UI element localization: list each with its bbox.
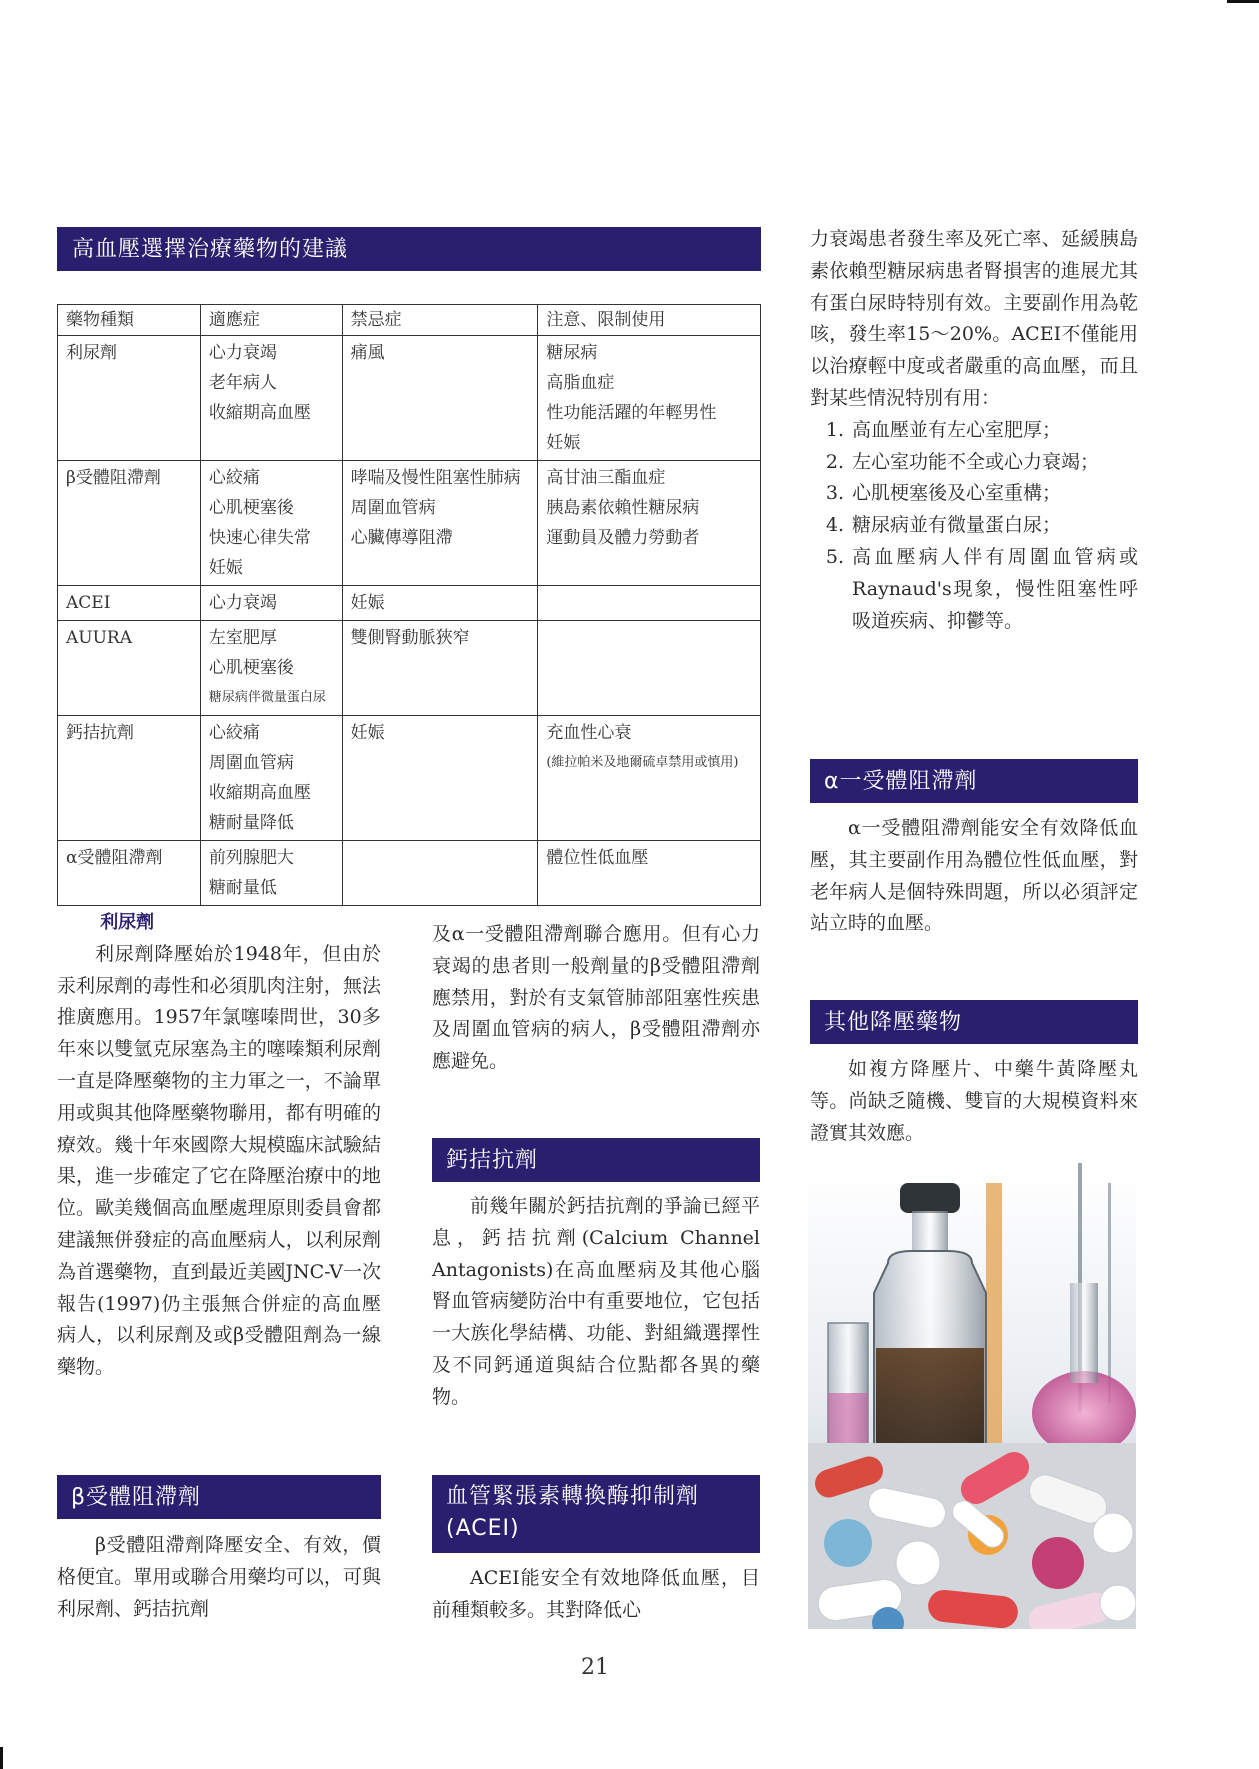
list-item-number: 3. (825, 482, 844, 505)
other-drugs-title: 其他降壓藥物 (810, 1000, 1138, 1044)
table-header-cell: 藥物種類 (58, 305, 201, 336)
cell-line: ACEI (66, 593, 111, 613)
drug-cell (58, 336, 201, 461)
alpha-blocker-section (810, 813, 1138, 940)
drug-cell (58, 461, 201, 586)
beta-continued-paragraph: 及α一受體阻滯劑聯合應用。但有心力衰竭的患者則一般劑量的β受體阻滯劑應禁用，對於有支氣管肺部阻塞性疾患及周圍血管病的病人，β受體阻滯劑亦應避免。 (432, 923, 760, 1073)
acei-paragraph: ACEI能安全有效地降低血壓，目前種類較多。其對降低心 (432, 1567, 760, 1621)
cell-line: 周圍血管病 (350, 498, 436, 518)
cell-line: 心肌梗塞後 (208, 498, 294, 518)
table-row (58, 716, 761, 841)
list-item-text: 左心室功能不全或心力衰竭； (852, 450, 1100, 473)
calcium-antagonist-section (432, 1191, 760, 1414)
cell-line: 鈣拮抗劑 (66, 723, 134, 743)
caution-cell (538, 586, 761, 621)
cell-line: 心絞痛 (208, 723, 260, 743)
column-2 (432, 919, 760, 1078)
list-item-text: 高血壓病人伴有周圍血管病或Raynaud's現象，慢性阻塞性呼吸道疾病、抑鬱等。 (852, 545, 1138, 632)
acei-section (432, 1563, 760, 1627)
cell-line: 糖尿病 (546, 343, 598, 363)
caution-cell (538, 716, 761, 841)
cell-line: 心絞痛 (208, 468, 260, 488)
table-body (58, 336, 761, 906)
cell-line: 老年病人 (208, 373, 277, 393)
contraindication-cell (342, 336, 538, 461)
column-1 (57, 907, 381, 1384)
list-item-number: 5. (825, 545, 844, 568)
cell-line: β受體阻滯劑 (66, 468, 161, 488)
cell-line: 性功能活躍的年輕男性 (546, 403, 717, 423)
cell-line: 利尿劑 (66, 343, 117, 363)
alpha-blocker-title: α一受體阻滯劑 (810, 759, 1138, 803)
acei-continued-paragraph: 力衰竭患者發生率及死亡率、延緩胰島素依賴型糖尿病患者腎損害的進展尤其有蛋白尿時特別有效。主要副作用為乾咳，發生率15～20%。ACEI不僅能用以治療輕中度或者嚴重的高血壓，而且對某些情況特別有用： (810, 228, 1138, 409)
caution-cell (538, 336, 761, 461)
cell-line: 運動員及體力勞動者 (546, 528, 700, 548)
cell-line: 雙側腎動脈狹窄 (350, 628, 470, 648)
indication-cell (200, 621, 342, 716)
table-header-cell: 適應症 (200, 305, 342, 336)
diuretics-subheading: 利尿劑 (100, 912, 155, 933)
list-item (810, 542, 1138, 637)
cell-line: 哮喘及慢性阻塞性肺病 (350, 468, 521, 488)
cell-line: 收縮期高血壓 (208, 783, 311, 803)
contraindication-cell (342, 586, 538, 621)
cell-line: 痛風 (350, 343, 385, 363)
other-drugs-paragraph: 如複方降壓片、中藥牛黃降壓丸等。尚缺乏隨機、雙盲的大規模資料來證實其效應。 (810, 1058, 1138, 1144)
contraindication-cell (342, 716, 538, 841)
cell-line: 妊娠 (350, 593, 385, 613)
contraindication-cell (342, 841, 538, 906)
cell-line: 心力衰竭 (208, 593, 277, 613)
cell-line: 收縮期高血壓 (208, 403, 311, 423)
table-row (58, 621, 761, 716)
cell-line: (維拉帕米及地爾硫卓禁用或慎用) (546, 755, 739, 770)
list-item-text: 糖尿病並有微量蛋白尿； (852, 514, 1062, 537)
list-item-number: 4. (825, 514, 844, 537)
calcium-antagonist-title: 鈣拮抗劑 (432, 1138, 760, 1182)
indication-cell (200, 841, 342, 906)
list-item-number: 1. (825, 418, 844, 441)
cell-line: 糖尿病伴微量蛋白尿 (208, 690, 326, 705)
cell-line: 心力衰竭 (208, 343, 277, 363)
alpha-blocker-paragraph: α一受體阻滯劑能安全有效降低血壓，其主要副作用為體位性低血壓，對老年病人是個特殊問題，所以必須評定站立時的血壓。 (810, 817, 1138, 935)
table-header-row (58, 305, 761, 336)
crop-mark-top (1227, 0, 1259, 3)
calcium-antagonist-paragraph: 前幾年關於鈣拮抗劑的爭論已經平息，鈣拮抗劑(Calcium Channel Antagonists)在高血壓病及其他心腦腎血管病變防治中有重要地位，它包括一大族化學結構、功能、對組織選擇性及不同鈣通道與結合位點都各異的藥物。 (432, 1195, 760, 1408)
cell-line: α受體阻滯劑 (66, 848, 163, 868)
cell-line: 高脂血症 (546, 373, 615, 393)
indication-cell (200, 461, 342, 586)
cell-line: 糖耐量低 (208, 878, 277, 898)
cell-line: 糖耐量降低 (208, 813, 294, 833)
acei-indication-list (810, 415, 1138, 638)
table-row (58, 841, 761, 906)
indication-cell (200, 716, 342, 841)
other-drugs-section (810, 1054, 1138, 1149)
column-3 (810, 224, 1138, 637)
cell-line: 快速心律失常 (208, 528, 311, 548)
table-row (58, 586, 761, 621)
crop-mark-left (0, 1747, 3, 1769)
list-item-number: 2. (825, 450, 844, 473)
table-header-cell: 注意、限制使用 (538, 305, 761, 336)
diuretics-paragraph: 利尿劑降壓始於1948年，但由於汞利尿劑的毒性和必須肌肉注射，無法推廣應用。1957年氯噻嗪問世，30多年來以雙氫克尿塞為主的噻嗪類利尿劑一直是降壓藥物的主力軍之一，不論單用或與其他降壓藥物聯用，都有明確的療效。幾十年來國際大規模臨床試驗結果，進一步確定了它在降壓治療中的地位。歐美幾個高血壓處理原則委員會都建議無併發症的高血壓病人，以利尿劑為首選藥物，直到最近美國JNC-V一次報告(1997)仍主張無合併症的高血壓病人，以利尿劑及或β受體阻劑為一線藥物。 (57, 942, 381, 1379)
table-header-cell: 禁忌症 (342, 305, 538, 336)
cell-line: 胰島素依賴性糖尿病 (546, 498, 700, 518)
caution-cell (538, 841, 761, 906)
list-item-text: 心肌梗塞後及心室重構； (852, 482, 1062, 505)
list-item (810, 415, 1138, 447)
list-item (810, 447, 1138, 479)
contraindication-cell (342, 461, 538, 586)
cell-line: 妊娠 (546, 433, 581, 453)
cell-line: 體位性低血壓 (546, 848, 649, 868)
indication-cell (200, 586, 342, 621)
cell-line: 妊娠 (208, 558, 243, 578)
cell-line: 前列腺肥大 (208, 848, 294, 868)
table-row (58, 336, 761, 461)
cell-line: 左室肥厚 (208, 628, 277, 648)
beta-blocker-title: β受體阻滯劑 (57, 1475, 381, 1519)
beta-blocker-paragraph: β受體阻滯劑降壓安全、有效，價格便宜。單用或聯合用藥均可以，可與利尿劑、鈣拮抗劑 (57, 1534, 381, 1620)
lab-pills-photo (808, 1163, 1136, 1629)
acei-title: 血管緊張素轉換酶抑制劑(ACEI) (432, 1475, 760, 1553)
drug-cell (58, 716, 201, 841)
drug-cell (58, 586, 201, 621)
cell-line: 心肌梗塞後 (208, 658, 294, 678)
beta-blocker-section (57, 1530, 381, 1625)
list-item (810, 478, 1138, 510)
cell-line: 妊娠 (350, 723, 385, 743)
caution-cell (538, 461, 761, 586)
cell-line: 高甘油三酯血症 (546, 468, 666, 488)
indication-cell (200, 336, 342, 461)
cell-line: 周圍血管病 (208, 753, 294, 773)
table-row (58, 461, 761, 586)
cell-line: 充血性心衰 (546, 723, 632, 743)
list-item (810, 510, 1138, 542)
drug-cell (58, 841, 201, 906)
list-item-text: 高血壓並有左心室肥厚； (852, 418, 1062, 441)
drug-recommendation-table (57, 304, 761, 906)
cell-line: AUURA (66, 628, 133, 648)
table-title: 高血壓選擇治療藥物的建議 (57, 227, 761, 271)
caution-cell (538, 621, 761, 716)
page-number: 21 (581, 1655, 609, 1680)
cell-line: 心臟傳導阻滯 (350, 528, 453, 548)
drug-cell (58, 621, 201, 716)
contraindication-cell (342, 621, 538, 716)
